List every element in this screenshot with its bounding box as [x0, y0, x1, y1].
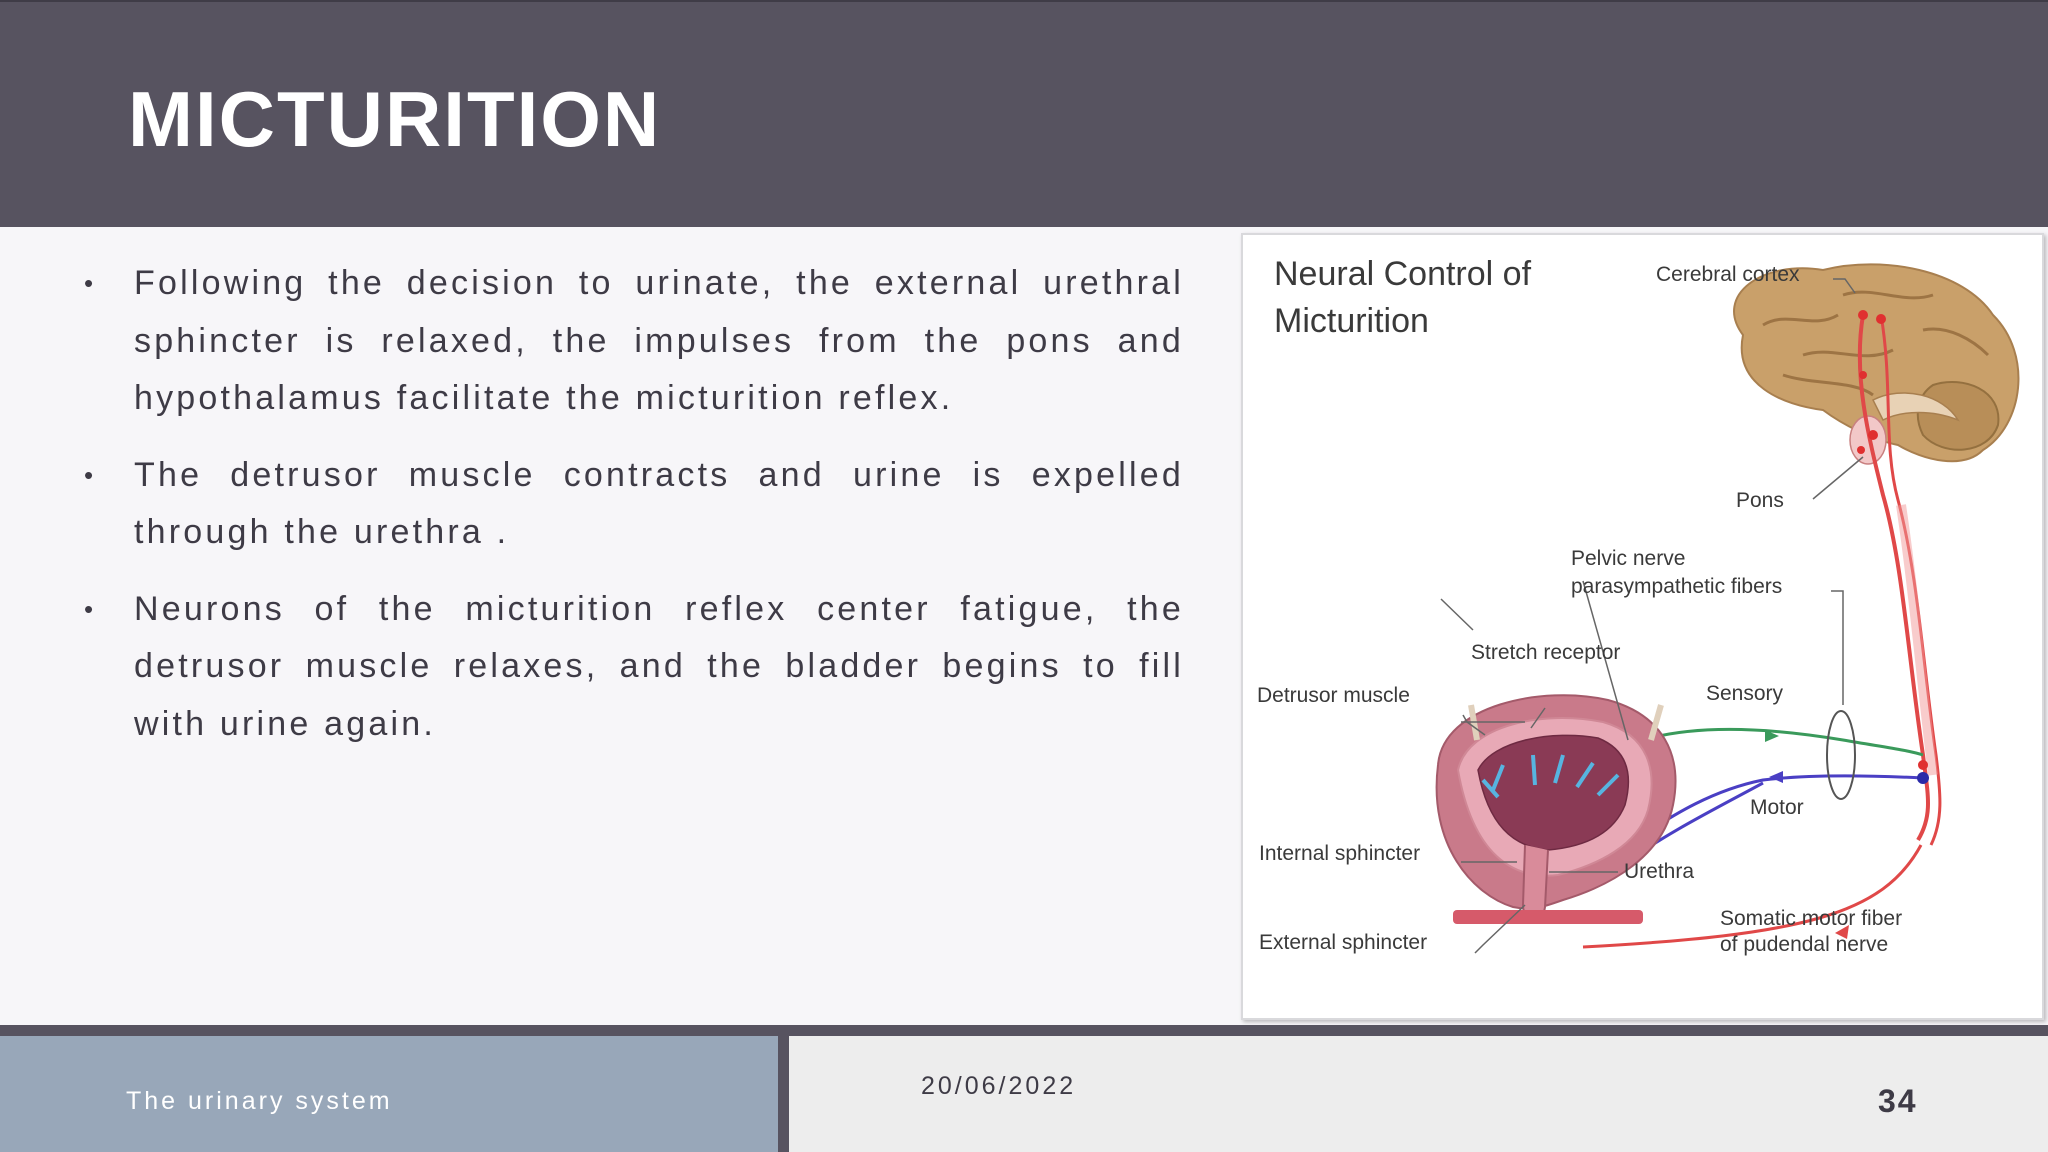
label-external-sphincter: External sphincter	[1259, 931, 1428, 954]
label-stretch-receptor: Stretch receptor	[1471, 641, 1621, 664]
label-sensory: Sensory	[1706, 682, 1784, 705]
diagram-title-line2: Micturition	[1274, 302, 1429, 340]
slide-header	[0, 0, 2048, 227]
bullet-item	[84, 581, 1184, 754]
footer-section-title: The urinary system	[126, 1087, 393, 1115]
label-cerebral-cortex: Cerebral cortex	[1656, 263, 1800, 286]
label-somatic-2: of pudendal nerve	[1720, 933, 1889, 956]
bullet-item	[84, 447, 1184, 562]
bullet-icon: •	[84, 593, 97, 624]
diagram-canvas	[1243, 235, 2042, 1018]
label-somatic-1: Somatic motor fiber	[1720, 907, 1903, 930]
bullet-text: Neurons of the micturition reflex center fatigue, the detrusor muscle relaxes, and the bladder begins to fill with urine again.	[134, 589, 1184, 743]
bullet-text: Following the decision to urinate, the external urethral sphincter is relaxed, the impulses from the pons and hypothalamus facilitate the micturition reflex.	[134, 264, 1184, 417]
label-motor: Motor	[1750, 796, 1804, 819]
page-number: 34	[1878, 1083, 1918, 1119]
slide-title: MICTURITION	[128, 75, 662, 163]
label-urethra: Urethra	[1624, 860, 1695, 883]
bullet-text: The detrusor muscle contracts and urine is expelled through the urethra .	[134, 455, 1184, 551]
nerve-bundle-outline	[1827, 711, 1855, 799]
label-internal-sphincter: Internal sphincter	[1259, 842, 1421, 865]
bladder-icon	[1437, 695, 1676, 924]
footer-divider	[778, 1036, 789, 1152]
footer-separator	[0, 1025, 2048, 1036]
bullet-icon: •	[84, 268, 97, 298]
micturition-diagram	[1241, 233, 2044, 1020]
footer-date: 20/06/2022	[921, 1072, 1077, 1100]
bullet-item	[84, 255, 1184, 428]
bullet-list	[84, 255, 1184, 772]
bullet-icon: •	[84, 459, 97, 490]
label-pelvic-nerve-1: Pelvic nerve	[1571, 547, 1686, 570]
label-detrusor-muscle: Detrusor muscle	[1257, 684, 1410, 707]
diagram-title-line1: Neural Control of	[1274, 255, 1532, 293]
label-pelvic-nerve-2: parasympathetic fibers	[1571, 575, 1783, 598]
label-pons: Pons	[1736, 489, 1784, 512]
